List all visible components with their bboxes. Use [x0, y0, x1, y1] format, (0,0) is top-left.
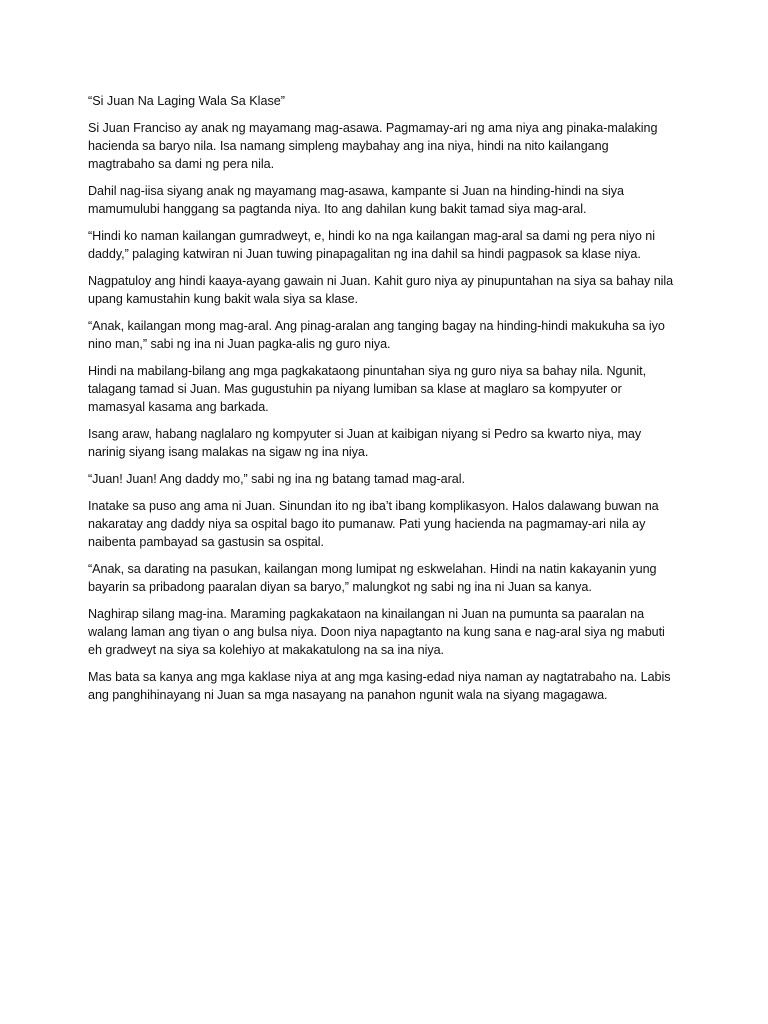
paragraph-2: Dahil nag-iisa siyang anak ng mayamang mag-asawa, kampante si Juan na hinding-hindi na siya mamumulubi hanggang sa pagtanda niya. Ito ang dahilan kung bakit tamad siya mag-aral. [88, 184, 624, 216]
paragraph-7: Isang araw, habang naglalaro ng kompyuter si Juan at kaibigan niyang si Pedro sa kwarto niya, may narinig siyang isang malakas na sigaw ng ina niya. [88, 427, 642, 459]
paragraph-8: “Juan! Juan! Ang daddy mo,” sabi ng ina ng batang tamad mag-aral. [88, 472, 465, 486]
paragraph-3: “Hindi ko naman kailangan gumradweyt, e, hindi ko na nga kailangan mag-aral sa dami ng pera niyo ni daddy,” palaging katwiran ni Juan tuwing pinapagalitan ng ina dahil sa hindi pagpasok sa klase niya. [88, 229, 656, 261]
paragraph-1: Si Juan Franciso ay anak ng mayamang mag-asawa. Pagmamay-ari ng ama niya ang pinaka-malaking hacienda sa baryo nila. Isa namang simpleng maybahay ang ina niya, hindi na nito kailangang magtrabaho sa dami ng pera nila. [88, 121, 658, 171]
paragraph-12: Mas bata sa kanya ang mga kaklase niya at ang mga kasing-edad niya naman ay nagtatrabaho na. Labis ang panghihinayang ni Juan sa mga nasayang na panahon ngunit wala na siyang magagawa. [88, 670, 671, 702]
document-body [88, 92, 678, 713]
paragraph-6: Hindi na mabilang-bilang ang mga pagkakataong pinuntahan siya ng guro niya sa bahay nila. Ngunit, talagang tamad si Juan. Mas gugustuhin pa niyang lumiban sa klase at maglaro sa kompyuter or mamasyal kasama ang barkada. [88, 364, 647, 414]
paragraph-10: “Anak, sa darating na pasukan, kailangan mong lumipat ng eskwelahan. Hindi na natin kakayanin yung bayarin sa pribadong paaralan diyan sa baryo,” malungkot ng sabi ng ina ni Juan sa kanya. [88, 562, 657, 594]
paragraph-5: “Anak, kailangan mong mag-aral. Ang pinag-aralan ang tanging bagay na hinding-hindi makukuha sa iyo nino man,” sabi ng ina ni Juan pagka-alis ng guro niya. [88, 319, 665, 351]
paragraph-9: Inatake sa puso ang ama ni Juan. Sinundan ito ng iba’t ibang komplikasyon. Halos dalawang buwan na nakaratay ang daddy niya sa ospital bago ito pumanaw. Pati yung hacienda na pagmamay-ari nila ay naibenta pambayad sa gastusin sa ospital. [88, 499, 659, 549]
story-title: “Si Juan Na Laging Wala Sa Klase” [88, 94, 285, 108]
paragraph-4: Nagpatuloy ang hindi kaaya-ayang gawain ni Juan. Kahit guro niya ay pinupuntahan na siya sa bahay nila upang kamustahin kung bakit wala siya sa klase. [88, 274, 674, 306]
paragraph-11: Naghirap silang mag-ina. Maraming pagkakataon na kinailangan ni Juan na pumunta sa paaralan na walang laman ang tiyan o ang bulsa niya. Doon niya napagtanto na kung sana e nag-aral siya ng mabuti eh gradweyt na siya sa kolehiyo at makakatulong na sa ina niya. [88, 607, 665, 657]
